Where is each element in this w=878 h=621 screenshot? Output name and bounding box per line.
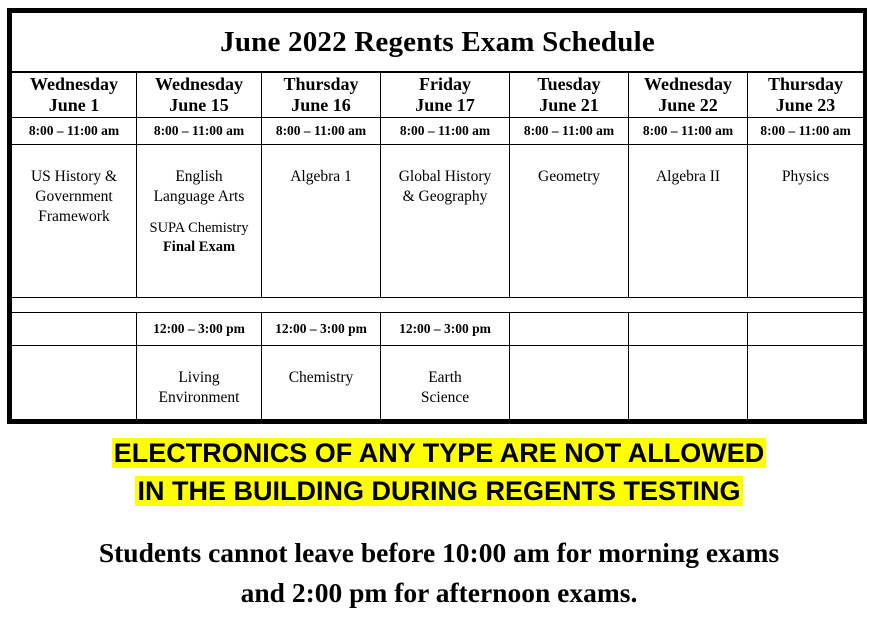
time-slot: 12:00 – 3:00 pm: [381, 313, 510, 346]
time-slot: 8:00 – 11:00 am: [381, 118, 510, 145]
time-slot: 12:00 – 3:00 pm: [137, 313, 262, 346]
exam-cell: [137, 145, 262, 298]
exam-cell: [748, 346, 864, 420]
additional-exam-label: Final Exam: [162, 239, 236, 255]
day-header: [137, 72, 262, 118]
weekday: Thursday: [767, 74, 844, 94]
schedule-title: June 2022 Regents Exam Schedule: [220, 25, 655, 58]
exam-name-line: Physics: [781, 168, 830, 185]
exam-name-line: Chemistry: [288, 369, 354, 386]
exam-name-line: Algebra 1: [290, 168, 352, 185]
exam-name-line: Framework: [38, 208, 110, 225]
additional-exam: [137, 219, 261, 257]
weekday: Wednesday: [154, 74, 244, 94]
exam-cell: [510, 346, 629, 420]
exam-cell: [381, 346, 510, 420]
warning-line: ELECTRONICS OF ANY TYPE ARE NOT ALLOWED: [113, 438, 765, 468]
time-slot: 12:00 – 3:00 pm: [262, 313, 381, 346]
time-slot: 8:00 – 11:00 am: [262, 118, 381, 145]
exam-name-line: Living: [178, 369, 220, 386]
exam-schedule-table: [7, 8, 867, 424]
exam-cell: [629, 346, 748, 420]
title-row: [12, 13, 864, 73]
time-slot: 8:00 – 11:00 am: [510, 118, 629, 145]
date: June 17: [415, 95, 475, 115]
exam-name-line: Earth: [428, 369, 462, 386]
schedule-grid: [11, 12, 864, 420]
day-header: [381, 72, 510, 118]
exam-name-line: Environment: [158, 389, 240, 406]
exam-cell: [748, 145, 864, 298]
note-line: and 2:00 pm for afternoon exams.: [240, 577, 638, 608]
exam-cell: [262, 145, 381, 298]
day-header: [262, 72, 381, 118]
exam-cell: [629, 145, 748, 298]
day-header: [510, 72, 629, 118]
leave-time-note: [0, 533, 878, 613]
weekday: Tuesday: [537, 74, 601, 94]
time-slot: 8:00 – 11:00 am: [629, 118, 748, 145]
exam-cell: [262, 346, 381, 420]
date: June 1: [48, 95, 100, 115]
warning-line: IN THE BUILDING DURING REGENTS TESTING: [137, 476, 741, 506]
additional-exam-name: SUPA Chemistry: [149, 220, 249, 236]
date: June 23: [775, 95, 836, 115]
exam-cell: [137, 346, 262, 420]
exam-cell: [381, 145, 510, 298]
morning-time-row: [12, 118, 864, 145]
exam-name-line: English: [175, 168, 223, 185]
time-slot: [748, 313, 864, 346]
time-slot: [12, 313, 137, 346]
day-header-row: [12, 72, 864, 118]
weekday: Wednesday: [29, 74, 119, 94]
time-slot: 8:00 – 11:00 am: [748, 118, 864, 145]
time-slot: 8:00 – 11:00 am: [12, 118, 137, 145]
day-header: [629, 72, 748, 118]
exam-cell: [12, 145, 137, 298]
weekday: Friday: [419, 74, 471, 94]
weekday: Thursday: [283, 74, 359, 94]
exam-name-line: Language Arts: [153, 188, 245, 205]
day-header: [12, 72, 137, 118]
exam-name-line: Algebra II: [655, 168, 721, 185]
day-header: [748, 72, 864, 118]
time-slot: [629, 313, 748, 346]
time-slot: [510, 313, 629, 346]
schedule-title-cell: [12, 13, 864, 73]
date: June 15: [169, 95, 229, 115]
section-divider-row: [12, 298, 864, 313]
afternoon-exam-row: [12, 346, 864, 420]
exam-cell: [12, 346, 137, 420]
section-divider: [12, 298, 864, 313]
exam-name-line: Global History: [398, 168, 492, 185]
exam-name-line: & Geography: [402, 188, 488, 205]
time-slot: 8:00 – 11:00 am: [137, 118, 262, 145]
afternoon-time-row: [12, 313, 864, 346]
exam-name-line: Government: [35, 188, 113, 205]
weekday: Wednesday: [643, 74, 733, 94]
exam-name-line: Science: [420, 389, 470, 406]
exam-name-line: US History &: [30, 168, 118, 185]
exam-cell: [510, 145, 629, 298]
date: June 22: [658, 95, 718, 115]
note-line: Students cannot leave before 10:00 am for morning exams: [98, 537, 780, 568]
date: June 16: [291, 95, 351, 115]
morning-exam-row: [12, 145, 864, 298]
date: June 21: [539, 95, 599, 115]
electronics-warning: [0, 434, 878, 510]
exam-name-line: Geometry: [538, 168, 600, 185]
